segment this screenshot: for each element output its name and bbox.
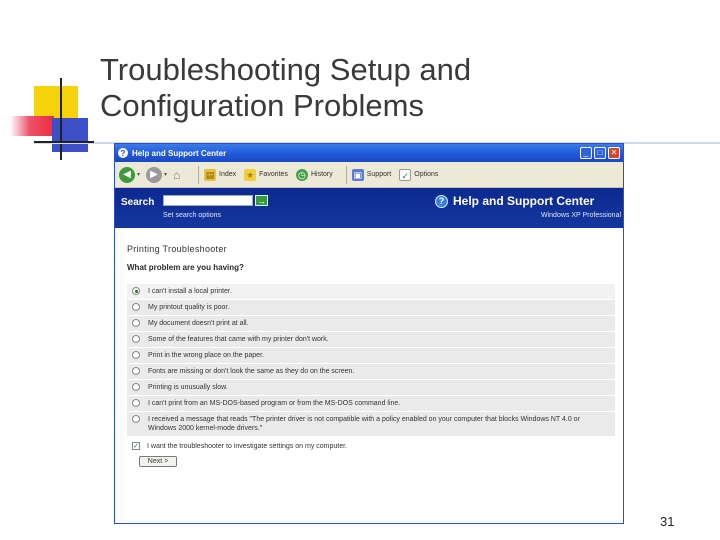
- radio[interactable]: [132, 351, 140, 359]
- history-icon: ◷: [296, 169, 308, 181]
- radio-selected[interactable]: [132, 287, 140, 295]
- radio[interactable]: [132, 367, 140, 375]
- radio[interactable]: [132, 319, 140, 327]
- header-banner: [115, 188, 623, 228]
- home-button[interactable]: ⌂: [173, 167, 181, 182]
- option-row[interactable]: [127, 364, 615, 380]
- toolbar-separator: [198, 166, 199, 184]
- help-icon: ?: [435, 195, 448, 208]
- option-text: My document doesn't print at all.: [148, 320, 249, 327]
- option-text: Printing is unusually slow.: [148, 384, 228, 391]
- forward-dropdown-icon[interactable]: ▾: [164, 172, 168, 178]
- support-icon: ▣: [353, 169, 362, 180]
- decor-horizontal-line-dark: [34, 141, 94, 143]
- search-label: Search: [121, 197, 155, 208]
- toolbar-index-label: Index: [219, 171, 237, 178]
- help-support-window: [114, 143, 624, 524]
- back-dropdown-icon[interactable]: ▾: [137, 172, 141, 178]
- search-go-button[interactable]: →: [257, 196, 266, 206]
- toolbar-history-label: History: [310, 171, 333, 178]
- toolbar-favorites[interactable]: [244, 169, 288, 181]
- radio[interactable]: [132, 335, 140, 343]
- slide-title-line2: Configuration Problems: [100, 88, 424, 123]
- slide-title-line1: Troubleshooting Setup and: [100, 52, 472, 87]
- radio[interactable]: [132, 383, 140, 391]
- close-button[interactable]: ✕: [608, 147, 620, 159]
- minimize-button[interactable]: _: [580, 147, 592, 159]
- window-titlebar[interactable]: [115, 144, 623, 162]
- option-text: I received a message that reads "The printer driver is not compatible with a policy enabled on your computer that blocks Windows NT 4.0 or Windows 2000 kernel-mode drivers.": [148, 416, 580, 432]
- option-text: My printout quality is poor.: [148, 304, 230, 311]
- toolbar-options-label: Options: [414, 171, 439, 178]
- option-text: Print in the wrong place on the paper.: [148, 352, 264, 359]
- radio[interactable]: [132, 415, 140, 423]
- option-row[interactable]: [127, 348, 615, 364]
- slide-title: [100, 52, 660, 124]
- troubleshooter-content: [115, 228, 623, 467]
- section-title: Printing Troubleshooter: [127, 244, 227, 254]
- option-text: I can't print from an MS-DOS-based program or from the MS-DOS command line.: [148, 400, 401, 407]
- option-row[interactable]: [127, 316, 615, 332]
- option-row[interactable]: [127, 380, 615, 396]
- option-text: Some of the features that came with my printer don't work.: [148, 336, 329, 343]
- options-icon: ✓: [399, 169, 411, 181]
- option-row[interactable]: [127, 300, 615, 316]
- question-label: What problem are you having?: [127, 263, 244, 272]
- window-title: Help and Support Center: [132, 148, 227, 158]
- decor-vertical-line: [60, 78, 62, 160]
- option-row[interactable]: [127, 332, 615, 348]
- toolbar-favorites-label: Favorites: [259, 171, 288, 178]
- decor-blue-square: [52, 118, 88, 152]
- help-center-icon: ?: [118, 148, 128, 158]
- investigate-settings-label: I want the troubleshooter to investigate settings on my computer.: [147, 442, 347, 450]
- option-row[interactable]: [127, 396, 615, 412]
- option-text: I can't install a local printer.: [148, 288, 232, 295]
- toolbar-index[interactable]: [204, 169, 236, 181]
- index-icon: ▤: [205, 169, 215, 180]
- option-row[interactable]: [127, 412, 615, 437]
- next-button[interactable]: Next >: [139, 456, 177, 467]
- toolbar-options[interactable]: [399, 169, 438, 181]
- search-input[interactable]: [163, 195, 253, 206]
- set-search-options-link[interactable]: Set search options: [163, 212, 221, 219]
- decor-red-bar: [10, 116, 54, 136]
- maximize-button[interactable]: □: [594, 147, 606, 159]
- option-row[interactable]: [127, 284, 615, 300]
- toolbar: [115, 162, 623, 188]
- options-list: [127, 284, 623, 437]
- banner-subtitle: Windows XP Professional: [541, 212, 622, 219]
- banner-title: Help and Support Center: [453, 194, 595, 208]
- toolbar-support[interactable]: [352, 169, 392, 181]
- back-button[interactable]: ◀: [119, 167, 135, 183]
- favorites-icon: ★: [246, 169, 255, 180]
- toolbar-history[interactable]: [296, 169, 333, 181]
- radio[interactable]: [132, 399, 140, 407]
- option-text: Fonts are missing or don't look the same as they do on the screen.: [148, 368, 355, 375]
- radio[interactable]: [132, 303, 140, 311]
- forward-button[interactable]: ▶: [146, 167, 162, 183]
- investigate-settings-checkbox[interactable]: ✓: [133, 443, 139, 450]
- page-number: 31: [660, 514, 675, 529]
- toolbar-support-label: Support: [366, 171, 392, 178]
- investigate-settings-row[interactable]: [127, 442, 623, 450]
- toolbar-separator: [346, 166, 347, 184]
